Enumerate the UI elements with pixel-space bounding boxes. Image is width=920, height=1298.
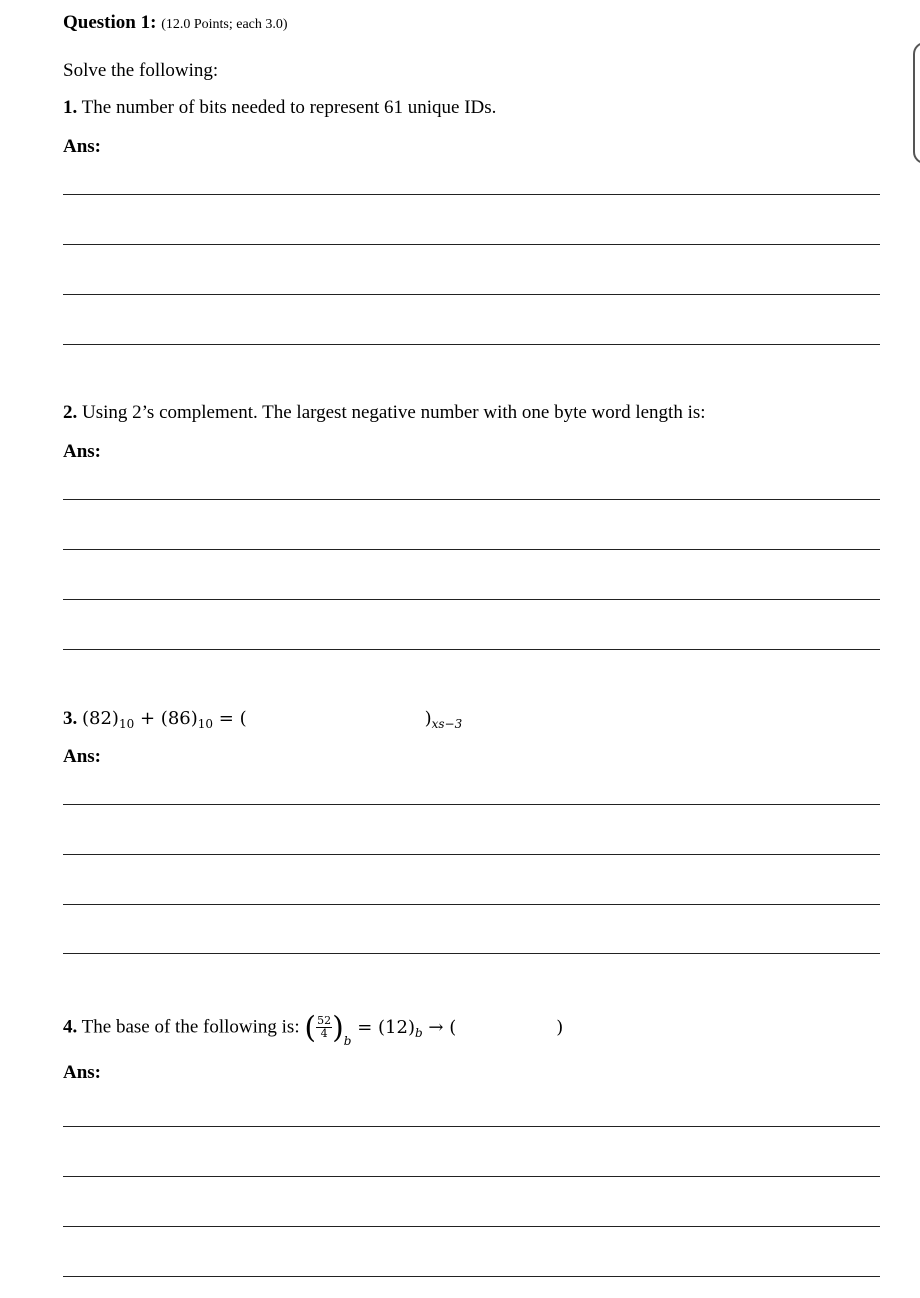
question-title: Question 1: <box>63 12 157 33</box>
answer-line[interactable] <box>63 1176 880 1177</box>
instructions: Solve the following: <box>63 60 219 81</box>
answer-line[interactable] <box>63 549 880 550</box>
question-3-number: 3. <box>63 708 78 729</box>
question-2-number: 2. <box>63 402 78 423</box>
question-4 <box>63 1010 563 1048</box>
question-3 <box>63 708 462 731</box>
answer-line[interactable] <box>63 649 880 650</box>
question-4-number: 4. <box>63 1016 78 1038</box>
question-points: (12.0 Points; each 3.0) <box>161 17 288 32</box>
answer-line[interactable] <box>63 1226 880 1227</box>
question-header <box>63 12 288 34</box>
question-1-text: The number of bits needed to represent 61 unique IDs. <box>81 97 497 118</box>
answer-label-2: Ans: <box>63 441 102 462</box>
question-1 <box>63 97 496 119</box>
answer-line[interactable] <box>63 244 880 245</box>
question-2-text: Using 2’s complement. The largest negative number with one byte word length is: <box>82 402 706 423</box>
answer-label-1: Ans: <box>63 136 102 157</box>
question-4-equation: ( $\frac{52}{4}$ )$_b = (12)_b$ → ( ) <box>304 1010 564 1048</box>
answer-label-3: Ans: <box>63 746 102 767</box>
answer-line[interactable] <box>63 294 880 295</box>
answer-line[interactable] <box>63 1276 880 1277</box>
answer-line[interactable] <box>63 1126 880 1127</box>
side-tab <box>913 42 920 164</box>
question-1-number: 1. <box>63 97 78 118</box>
answer-line[interactable] <box>63 953 880 954</box>
question-4-text: The base of the following is: <box>81 1016 300 1038</box>
answer-label-4: Ans: <box>63 1062 102 1083</box>
answer-line[interactable] <box>63 344 880 345</box>
answer-line[interactable] <box>63 854 880 855</box>
answer-line[interactable] <box>63 194 880 195</box>
answer-line[interactable] <box>63 804 880 805</box>
question-3-equation: $(82)_{10} + (86)_{10}$ = ( )$_{xs-3}$ <box>82 708 463 731</box>
fraction: $\frac{52}{4}$ <box>317 1013 332 1040</box>
question-2 <box>63 402 706 424</box>
answer-line[interactable] <box>63 904 880 905</box>
answer-line[interactable] <box>63 499 880 500</box>
answer-line[interactable] <box>63 599 880 600</box>
